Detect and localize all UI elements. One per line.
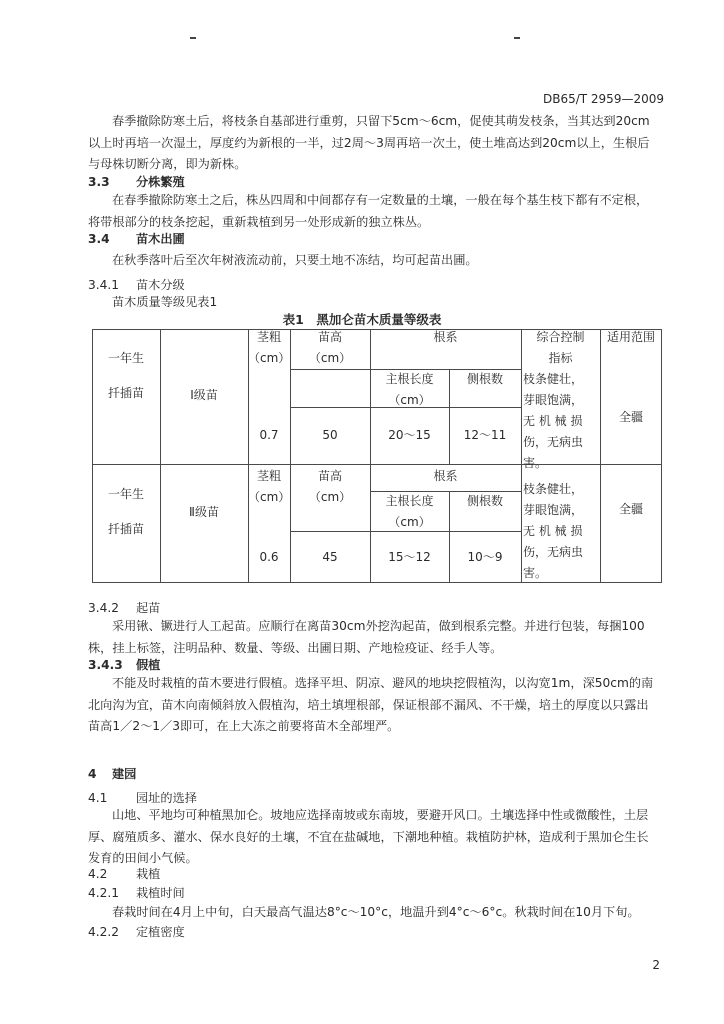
row2-control: 枝条健壮， 芽眼饱满， 无 机 械 损 伤，无病虫 害。 <box>523 482 584 580</box>
table-border-right <box>661 329 662 583</box>
row1-control: 枝条健壮， 芽眼饱满， 无 机 械 损 伤，无病虫 害。 <box>523 372 584 470</box>
header-root: 根系 <box>433 330 458 344</box>
row1-height: 50 <box>322 428 338 442</box>
header-scope: 适用范围 <box>606 330 655 344</box>
heading-4-1: 4.1 园址的选择 <box>88 791 197 805</box>
header-main-root: 主根长度 （cm） <box>385 372 434 407</box>
row2-main-root: 15～12 <box>388 550 431 564</box>
paragraph-3-4-3: 不能及时栽植的苗木要进行假植。选择平坦、阴凉、避风的地块挖假植沟，以沟宽1m，深50cm的南北向沟为宜，苗木向南倾斜放入假植沟，培土填埋根部，保证根部不漏风、不干燥，培土的厚度以只露出苗高1／2～1／3即可，在上大冻之前要将苗木全部埋严。 <box>88 676 654 733</box>
col-line-7 <box>600 329 601 583</box>
heading-3-4-1: 3.4.1 苗木分级 <box>88 278 185 292</box>
row2-header-root: 根系 <box>433 469 458 483</box>
header-stem: 茎粗 （cm） <box>248 330 291 365</box>
row1-stem: 0.7 <box>259 428 279 442</box>
row2-grade: Ⅱ级苗 <box>189 505 219 519</box>
row2-header-side-root: 侧根数 <box>466 494 503 508</box>
heading-3-4-2: 3.4.2 起苗 <box>88 601 161 615</box>
paragraph-3-4-1: 苗木质量等级见表1 <box>112 295 218 309</box>
row2-stem: 0.6 <box>259 550 279 564</box>
intro-paragraph: 春季撤除防寒土后，将枝条自基部进行重剪，只留下5cm～6cm，促使其萌发枝条，当其达到20cm以上时再培一次湿土，厚度约为新根的一半，过2周～3周再培一次土，使土堆高达到20cm以上，生根后与母株切断分离，即为新株。 <box>88 114 650 171</box>
row2-scope: 全疆 <box>618 502 643 516</box>
scan-mark-right <box>514 37 520 39</box>
heading-3-4: 3.4 苗木出圃 <box>88 232 185 246</box>
row2-header-stem: 茎粗 （cm） <box>248 469 291 504</box>
row1-side-root: 12～11 <box>463 428 507 442</box>
paragraph-4-1: 山地、平地均可种植黑加仑。坡地应选择南坡或东南坡，要避开风口。土壤选择中性或微酸性，土层厚、腐殖质多、灌水、保水良好的土壤，不宜在盐碱地，下潮地种植。栽植防护林，造成利于黑加仑生长发育的田间小气候。 <box>88 808 649 865</box>
row2-side-root: 10～9 <box>467 550 503 564</box>
paragraph-3-3: 在春季撤除防寒土之后，株丛四周和中间都存有一定数量的土壤，一般在每个基生枝下都有不定根，将带根部分的枝条挖起，重新栽植到另一处形成新的独立株丛。 <box>88 193 649 229</box>
row1-scope: 全疆 <box>618 410 643 424</box>
quality-grade-table <box>92 329 662 583</box>
heading-3-3: 3.3 分株繁殖 <box>88 175 185 189</box>
row2-header-height: 苗高 （cm） <box>308 469 352 504</box>
row2-height: 45 <box>322 550 338 564</box>
header-control: 综合控制 指标 <box>536 330 585 365</box>
row1-type: 一年生 扦插苗 <box>107 351 144 400</box>
row2-header-main-root: 主根长度 （cm） <box>385 494 434 529</box>
paragraph-4-2-1: 春栽时间在4月上中旬，白天最高气温达8°c～10°c，地温升到4°c～6°c。秋栽时间在10月下旬。 <box>112 905 640 919</box>
heading-4-2-2: 4.2.2 定植密度 <box>88 925 185 939</box>
header-side-root: 侧根数 <box>466 372 503 386</box>
standard-code: DB65/T 2959—2009 <box>542 92 664 106</box>
row1-main-root: 20～15 <box>388 428 431 442</box>
row1-grade: Ⅰ级苗 <box>190 388 218 402</box>
row2-type: 一年生 扦插苗 <box>107 487 144 536</box>
heading-4: 4 建园 <box>88 767 137 781</box>
col-line-4 <box>370 329 371 583</box>
heading-4-2: 4.2 栽植 <box>88 867 161 881</box>
table-caption: 表1 黑加仑苗木质量等级表 <box>282 312 442 327</box>
heading-4-2-1: 4.2.1 栽植时间 <box>88 886 185 900</box>
col-line-1 <box>160 329 161 583</box>
paragraph-3-4-2: 采用锹、镢进行人工起苗。应顺行在离苗30cm外挖沟起苗，做到根系完整。并进行包装，每捆100株，挂上标签，注明品种、数量、等级、出圃日期、产地检疫证、经手人等。 <box>88 619 645 655</box>
heading-3-4-3: 3.4.3 假植 <box>88 658 161 672</box>
header-height: 苗高 （cm） <box>308 330 352 365</box>
paragraph-3-4: 在秋季落叶后至次年树液流动前，只要土地不冻结，均可起苗出圃。 <box>112 253 478 267</box>
page-number: 2 <box>652 958 660 972</box>
scan-mark-left <box>190 37 196 39</box>
